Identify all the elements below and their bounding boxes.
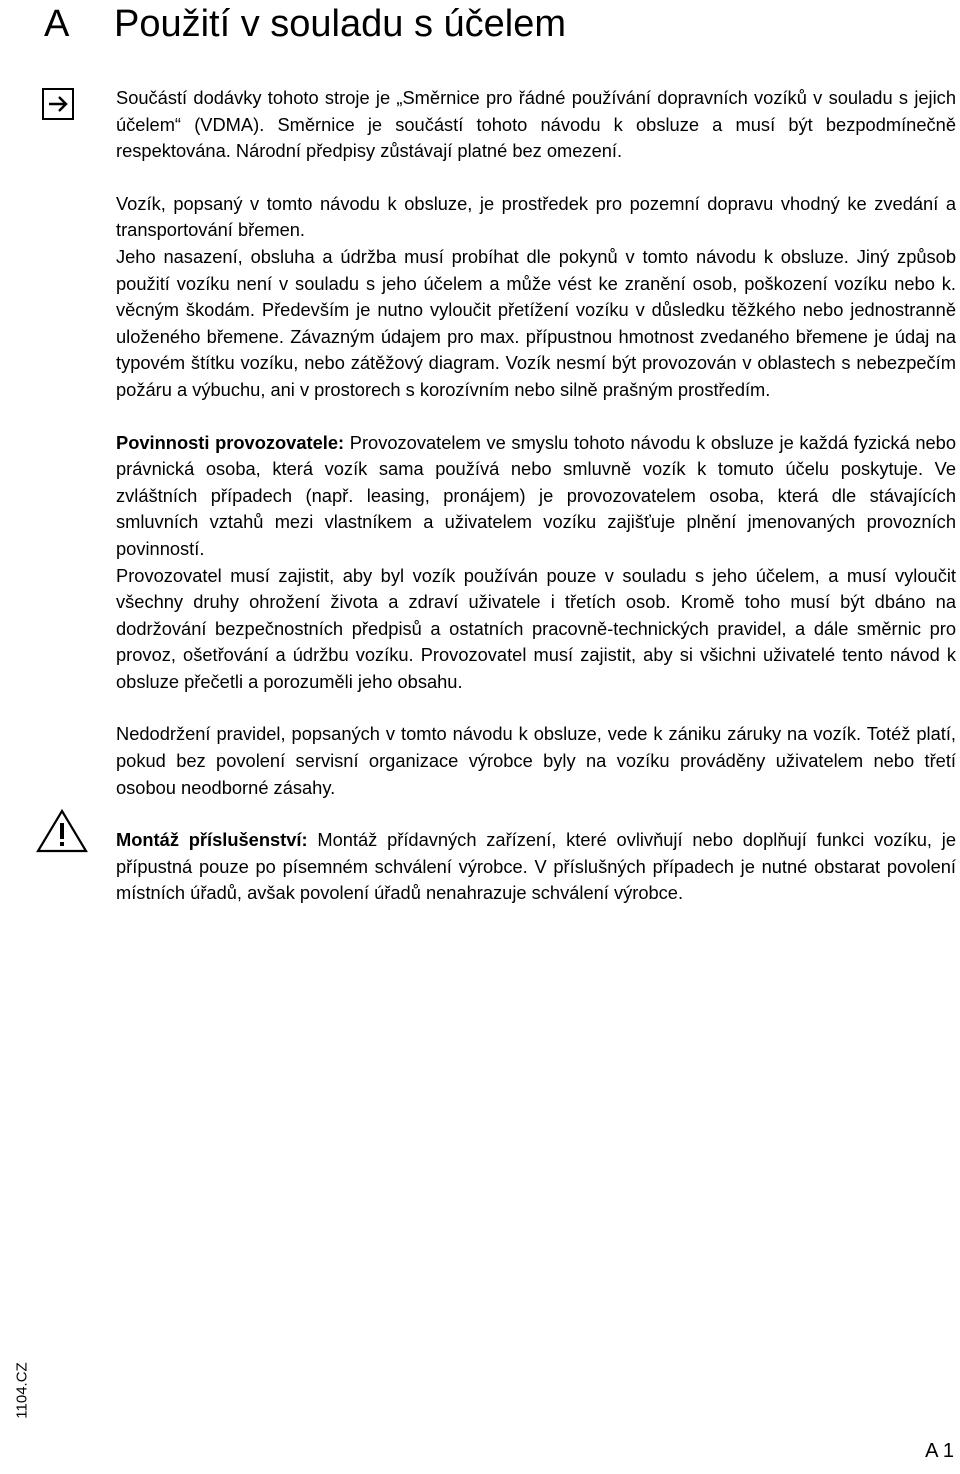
- paragraph-accessories: [116, 827, 956, 907]
- warning-triangle-icon: [36, 808, 88, 854]
- paragraph-usage: Jeho nasazení, obsluha a údržba musí probíhat dle pokynů v tomto návodu k obsluze. Jiný způsob použití vozíku není v souladu s jeho účelem a může vést ke zranění osob, poškození vozíku nebo k. věcným škodám. Především je nutno vyloučit přetížení vozíku v důsledku těžkého nebo jednostranně uloženého břemene. Závazným údajem pro max. přípustnou hmotnost zvedaného břemene je údaj na typovém štítku vozíku, nebo zátěžový diagram. Vozík nesmí být provozován v oblastech s nebezpečím požáru a výbuchu, ani v prostorech s korozívním nebo silně prašným prostředím.: [116, 245, 956, 400]
- paragraph-warranty-warning: Nedodržení pravidel, popsaných v tomto návodu k obsluze, vede k zániku záruky na vozík. Totéž platí, pokud bez povolení servisní organizace výrobce byly na vozíku prováděny uživatelem nebo třetí osobou neodborné zásahy.: [116, 723, 956, 798]
- main-text: [116, 85, 956, 907]
- page-number: A 1: [925, 1440, 954, 1462]
- arrow-right-icon: [42, 88, 74, 120]
- paragraph-vdma: Součástí dodávky tohoto stroje je „Směrnice pro řádné používání dopravních vozíků v souladu s jejich účelem“ (VDMA). Směrnice je součástí tohoto návodu k obsluze a musí být bezpodmínečně respektována. Národní předpisy zůstávají platné bez omezení.: [116, 87, 956, 162]
- accessories-text: Montáž přídavných zařízení, které ovlivňují nebo doplňují funkci vozíku, je přípustná pouze po písemném schválení výrobce. V příslušných případech je nutné obstarat povolení místních úřadů, avšak povolení úřadů nenahrazuje schválení výrobce.: [116, 829, 956, 904]
- document-code: 1104.CZ: [13, 1362, 31, 1419]
- accessories-label: Montáž příslušenství:: [116, 829, 308, 851]
- operator-duties-text: Provozovatelem ve smyslu tohoto návodu k obsluze je každá fyzická nebo právnická osoba, která vozík sama používá nebo smluvně vozík k tomuto účelu poskytuje. Ve zvláštních případech (např. leasing, pronájem) je provozovatelem osoba, která dle stávajících smluvních vztahů mezi vlastníkem a uživatelem vozíku zajišťuje plnění jmenovaných provozních povinností.: [116, 431, 956, 559]
- page-title: Použití v souladu s účelem: [114, 3, 567, 45]
- chapter-letter: A: [44, 3, 70, 45]
- paragraph-purpose: Vozík, popsaný v tomto návodu k obsluze, je prostředek pro pozemní dopravu vhodný ke zvedání a transportování břemen.: [116, 192, 956, 241]
- operator-duties-label: Povinnosti provozovatele:: [116, 431, 345, 453]
- paragraph-operator-duties: [116, 430, 956, 563]
- paragraph-operator-obligations: Provozovatel musí zajistit, aby byl vozík používán pouze v souladu s jeho účelem, a musí vyloučit všechny druhy ohrožení života a zdraví uživatele i třetích osob. Kromě toho musí být dbáno na dodržování bezpečnostních předpisů a ostatních pracovně-technických pravidel, a dále směrnic pro provoz, ošetřování a údržbu vozíku. Provozovatel musí zajistit, aby si všichni uživatelé tento návod k obsluze přečetli a porozuměli jeho obsahu.: [116, 564, 956, 692]
